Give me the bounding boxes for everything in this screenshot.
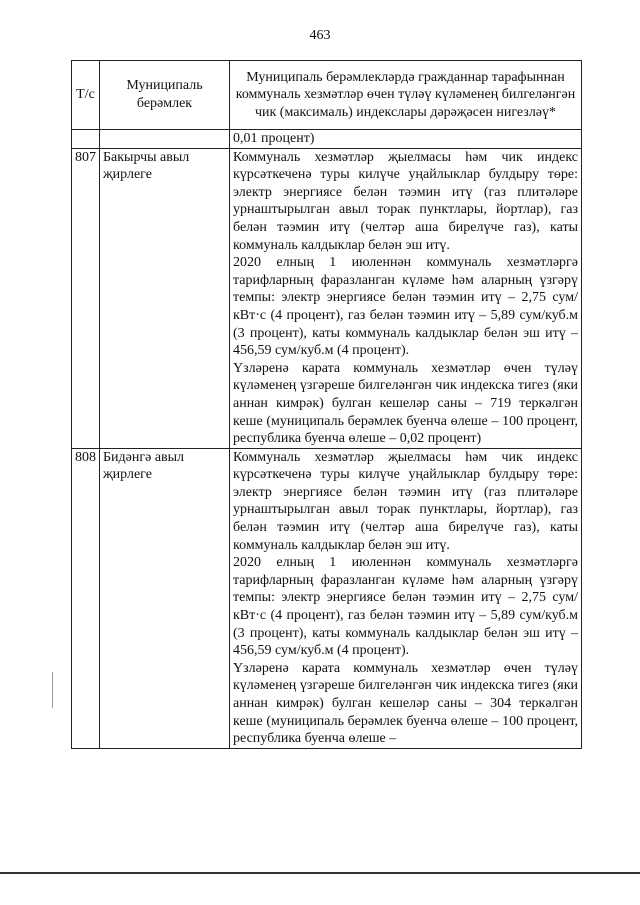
row-number: 807 xyxy=(72,148,100,448)
paragraph-people-count: Үзләренә карата коммуналь хезмәтләр өчен түләү күләменең үзгәреше билгеләнгән чик индекска тигез (яки аннан кимрәк) булган кешеләр саны – 719 теркәлгән кеше (муниципаль берәмлек буенча өлеше – 100 процент, республика буенча өлеше – 0,02 процент) xyxy=(233,360,578,447)
header-municipality: Муниципаль берәмлек xyxy=(100,61,230,130)
municipality-name: Бакырчы авыл җирлеге xyxy=(100,148,230,448)
row-number: 808 xyxy=(72,448,100,748)
paragraph-utilities: Коммуналь хезмәтләр җыелмасы һәм чик индекс күрсәткеченә туры килүче уңайлыклар булдыру төре: электр энергиясе белән тәэмин итү (газ плитәләре урнаштырылган авыл торак пунктлары, йортлар), газ белән тәэмин итү (челтәр аша бирелүче газ), каты коммуналь калдыклар белән эш итү. xyxy=(233,449,578,553)
paragraph-tariffs: 2020 елның 1 июленнән коммуналь хезмәтләргә тарифларның фаразланган күләме һәм аларның үзгәрү темпы: электр энергиясе белән тәэмин итү – 2,75 сум/кВт·с (4 процент), газ белән тәэмин итү – 5,89 сум/куб.м (3 процент), каты коммуналь калдыклар белән эш итү – 456,59 сум/куб.м (4 процент). xyxy=(233,555,578,659)
page-number: 463 xyxy=(309,28,331,43)
justification-text xyxy=(230,448,582,748)
municipal-index-table xyxy=(71,60,582,749)
justification-text xyxy=(230,148,582,448)
scan-bottom-edge xyxy=(0,872,640,874)
paragraph-utilities: Коммуналь хезмәтләр җыелмасы һәм чик индекс күрсәткеченә туры килүче уңайлыклар булдыру төре: электр энергиясе белән тәэмин итү (газ плитәләре урнаштырылган авыл торак пунктлары, йортлар), газ белән тәэмин итү (челтәр аша бирелүче газ), каты коммуналь калдыклар белән эш итү. xyxy=(233,149,578,253)
continuation-text: 0,01 процент) xyxy=(230,130,582,149)
paragraph-tariffs: 2020 елның 1 июленнән коммуналь хезмәтләргә тарифларның фаразланган күләме һәм аларның үзгәрү темпы: электр энергиясе белән тәэмин итү – 2,75 сум/кВт·с (4 процент), газ белән тәэмин итү – 5,89 сум/куб.м (3 процент), каты коммуналь калдыклар белән эш итү – 456,59 сум/куб.м (4 процент). xyxy=(233,255,578,359)
continuation-num xyxy=(72,130,100,149)
table-header-row xyxy=(72,61,582,130)
table-row xyxy=(72,148,582,448)
continuation-municipality xyxy=(100,130,230,149)
continuation-row xyxy=(72,130,582,149)
header-num: Т/с xyxy=(72,61,100,130)
header-justification: Муниципаль берәмлекләрдә гражданнар тарафыннан коммуналь хезмәтләр өчен түләү күләменең билгеләнгән чик (максималь) индекслары дәрәҗәсен нигезләү* xyxy=(230,61,582,130)
paragraph-people-count: Үзләренә карата коммуналь хезмәтләр өчен түләү күләменең үзгәреше билгеләнгән чик индекска тигез (яки аннан кимрәк) булган кешеләр саны – 304 теркәлгән кеше (муниципаль берәмлек буенча өлеше – 100 процент, республика буенча өлеше – xyxy=(233,660,578,747)
table-row xyxy=(72,448,582,748)
municipality-name: Бидәнгә авыл җирлеге xyxy=(100,448,230,748)
scan-margin-mark xyxy=(52,672,53,708)
